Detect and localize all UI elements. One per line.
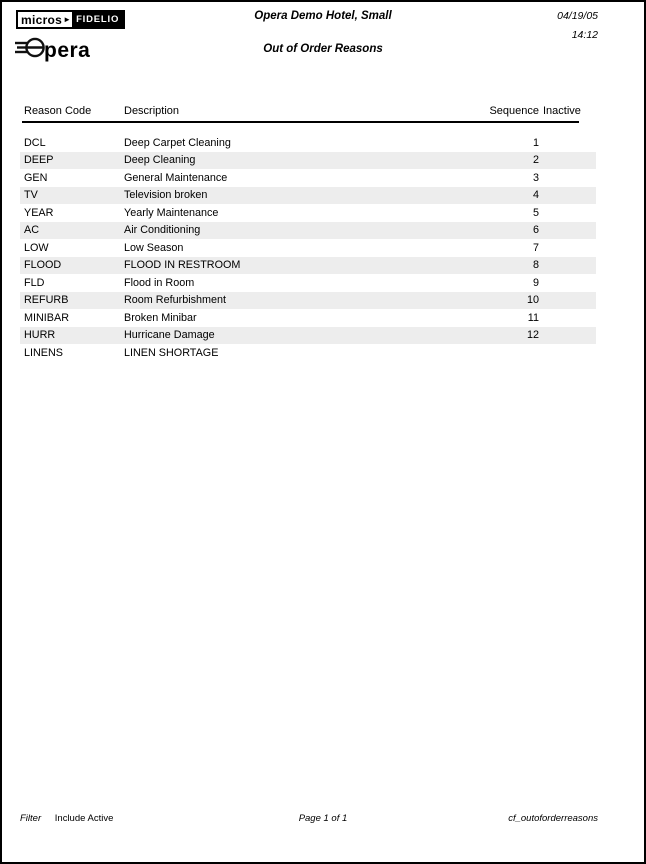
page-title: Out of Order Reasons (263, 43, 383, 55)
table-row (20, 187, 596, 205)
cell-sequence: 10 (526, 294, 539, 307)
filter-label: Filter (20, 813, 42, 824)
table-row (20, 169, 596, 187)
cell-description: Television broken (124, 189, 208, 202)
cell-reason-code: YEAR (24, 206, 54, 219)
cell-sequence: 5 (532, 206, 539, 219)
cell-reason-code: LOW (24, 241, 49, 254)
cell-reason-code: GEN (24, 171, 48, 184)
cell-sequence: 2 (532, 154, 539, 167)
reasons-table (20, 105, 596, 362)
cell-sequence: 9 (532, 276, 539, 289)
report-id: cf_outoforderreasons (508, 813, 598, 824)
cell-reason-code: FLOOD (24, 259, 62, 272)
cell-reason-code: REFURB (24, 294, 69, 307)
cell-description: General Maintenance (124, 171, 228, 184)
opera-o-swoosh-icon (14, 34, 48, 66)
opera-logo-text: pera (44, 38, 91, 62)
fidelio-logo-text: FIDELIO (72, 12, 123, 27)
opera-logo (14, 34, 125, 66)
logo-block (16, 10, 125, 66)
cell-reason-code: FLD (24, 276, 45, 289)
cell-description: Broken Minibar (124, 311, 197, 324)
cell-sequence: 4 (532, 189, 539, 202)
table-header-row (20, 105, 596, 117)
cell-description: Deep Carpet Cleaning (124, 136, 231, 149)
micros-logo-text: micros (18, 12, 63, 27)
column-header-sequence: Sequence (489, 105, 539, 117)
cell-description: Low Season (124, 241, 184, 254)
hotel-title: Opera Demo Hotel, Small (254, 10, 392, 22)
micros-fidelio-logo (16, 10, 125, 29)
cell-description: Room Refurbishment (124, 294, 227, 307)
table-row (20, 222, 596, 240)
cell-description: Air Conditioning (124, 224, 201, 237)
table-row (20, 309, 596, 327)
table-row (20, 327, 596, 345)
cell-sequence: 3 (532, 171, 539, 184)
cell-sequence: 11 (527, 311, 539, 324)
column-header-reason-code: Reason Code (24, 105, 92, 117)
logo-arrow-icon: ► (63, 12, 72, 27)
table-header-rule (22, 121, 579, 123)
cell-reason-code: TV (24, 189, 38, 202)
cell-reason-code: HURR (24, 329, 56, 342)
table-row (20, 134, 596, 152)
cell-sequence: 7 (532, 241, 539, 254)
table-row (20, 152, 596, 170)
table-row (20, 257, 596, 275)
cell-reason-code: AC (24, 224, 39, 237)
filter-value: Include Active (54, 813, 114, 824)
table-row (20, 204, 596, 222)
reasons-table-body (20, 134, 596, 362)
cell-reason-code: LINENS (24, 346, 64, 359)
table-row (20, 344, 596, 362)
column-header-inactive: Inactive (543, 105, 581, 117)
table-row (20, 239, 596, 257)
cell-description: Yearly Maintenance (124, 206, 219, 219)
page-indicator: Page 1 of 1 (298, 813, 348, 824)
cell-description: FLOOD IN RESTROOM (124, 259, 241, 272)
report-footer (2, 813, 644, 827)
cell-description: LINEN SHORTAGE (124, 346, 219, 359)
report-time: 14:12 (571, 29, 598, 41)
column-header-description: Description (124, 105, 180, 117)
cell-sequence: 12 (526, 329, 539, 342)
cell-description: Deep Cleaning (124, 154, 196, 167)
cell-reason-code: DCL (24, 136, 46, 149)
table-row (20, 292, 596, 310)
cell-sequence: 1 (532, 136, 539, 149)
datetime-block (557, 10, 598, 41)
table-row (20, 274, 596, 292)
cell-sequence: 6 (532, 224, 539, 237)
cell-reason-code: DEEP (24, 154, 54, 167)
cell-description: Hurricane Damage (124, 329, 215, 342)
report-header (2, 2, 644, 98)
report-date: 04/19/05 (557, 10, 598, 22)
cell-reason-code: MINIBAR (24, 311, 69, 324)
cell-sequence: 8 (532, 259, 539, 272)
cell-description: Flood in Room (124, 276, 195, 289)
